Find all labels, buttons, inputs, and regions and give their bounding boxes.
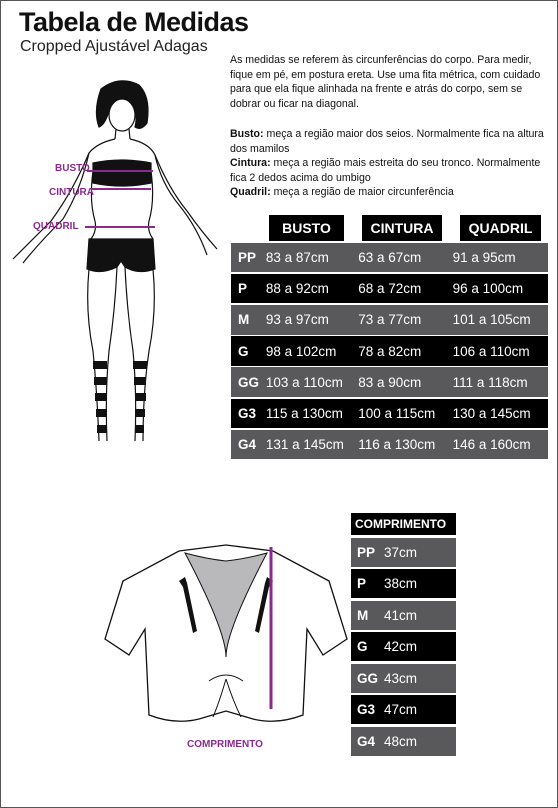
table-row xyxy=(231,274,548,304)
table-row xyxy=(351,664,456,693)
page-subtitle: Cropped Ajustável Adagas xyxy=(20,38,208,55)
length-value: 43cm xyxy=(384,670,418,686)
table-row xyxy=(231,367,548,397)
cintura-value: 100 a 115cm xyxy=(358,405,436,421)
table-row xyxy=(231,243,548,273)
busto-value: 83 a 87cm xyxy=(265,249,329,265)
table-row xyxy=(351,569,456,598)
page-title: Tabela de Medidas xyxy=(19,7,249,37)
size-label: M xyxy=(357,607,369,623)
definition-cintura: Cintura: meça a região mais estreita do seu tronco. Normalmente fica 2 dedos acima do umbigo xyxy=(230,157,541,184)
quadril-value: 130 a 145cm xyxy=(452,405,531,421)
size-label: G xyxy=(238,343,249,359)
cintura-value: 73 a 77cm xyxy=(358,312,422,328)
busto-value: 115 a 130cm xyxy=(265,405,343,421)
size-label: G3 xyxy=(238,405,257,421)
measurements-header xyxy=(231,215,548,241)
size-label: G4 xyxy=(357,733,376,749)
length-value: 47cm xyxy=(384,702,418,717)
table-row xyxy=(231,430,548,460)
size-label: G xyxy=(357,639,368,654)
length-table xyxy=(351,513,456,756)
cintura-value: 68 a 72cm xyxy=(358,281,422,297)
size-label: GG xyxy=(238,374,260,390)
length-value: 37cm xyxy=(384,544,418,560)
length-value: 41cm xyxy=(384,607,418,623)
quadril-value: 111 a 118cm xyxy=(452,374,528,390)
cintura-value: 83 a 90cm xyxy=(358,374,422,390)
label-busto: BUSTO xyxy=(55,163,90,174)
table-row xyxy=(351,632,456,661)
table-row xyxy=(231,336,548,366)
definitions xyxy=(230,127,546,200)
label-cintura: CINTURA xyxy=(49,187,94,198)
cropped-top-illustration xyxy=(101,541,351,751)
size-label: PP xyxy=(238,249,257,265)
table-row xyxy=(351,538,456,567)
cintura-value: 116 a 130cm xyxy=(358,437,436,453)
table-row xyxy=(351,695,456,724)
header-busto: BUSTO xyxy=(269,215,344,241)
busto-value: 88 a 92cm xyxy=(265,281,329,297)
busto-value: 103 a 110cm xyxy=(265,374,343,390)
label-quadril: QUADRIL xyxy=(33,221,79,232)
cintura-value: 63 a 67cm xyxy=(358,249,422,265)
cintura-value: 78 a 82cm xyxy=(358,343,422,359)
table-row xyxy=(231,399,548,429)
header-cintura: CINTURA xyxy=(362,215,442,241)
label-comprimento: COMPRIMENTO xyxy=(187,739,263,750)
size-label: P xyxy=(238,281,248,297)
length-header: COMPRIMENTO xyxy=(351,513,456,535)
quadril-value: 106 a 110cm xyxy=(452,343,530,359)
size-label: G4 xyxy=(238,437,257,453)
measurements-table xyxy=(231,215,548,459)
size-label: M xyxy=(238,312,250,328)
size-label: G3 xyxy=(357,702,376,717)
definition-quadril: Quadril: meça a região de maior circunferência xyxy=(230,186,454,199)
table-row xyxy=(231,305,548,335)
definition-busto: Busto: meça a região maior dos seios. Normalmente fica na altura dos mamilos xyxy=(230,128,544,155)
size-label: PP xyxy=(357,544,376,560)
length-value: 42cm xyxy=(384,639,418,654)
size-label: GG xyxy=(357,670,379,686)
table-row xyxy=(351,727,456,756)
quadril-value: 146 a 160cm xyxy=(452,437,531,453)
size-label: P xyxy=(357,576,367,591)
busto-value: 93 a 97cm xyxy=(265,312,329,328)
busto-value: 131 a 145cm xyxy=(265,437,344,453)
body-illustration xyxy=(1,71,231,461)
length-value: 48cm xyxy=(384,733,418,749)
busto-value: 98 a 102cm xyxy=(265,343,337,359)
header-quadril: QUADRIL xyxy=(460,215,541,241)
quadril-value: 96 a 100cm xyxy=(452,281,524,297)
quadril-value: 91 a 95cm xyxy=(452,249,516,265)
quadril-value: 101 a 105cm xyxy=(452,312,531,328)
length-value: 38cm xyxy=(384,576,418,591)
intro-text: As medidas se referem às circunferências do corpo. Para medir, fique em pé, em postura ereta. Use uma fita métrica, com cuidado para que ela fique alinhada na frente e atrás do corpo, sem se dobrar ou ficar na diagonal. xyxy=(230,54,541,110)
table-row xyxy=(351,601,456,630)
